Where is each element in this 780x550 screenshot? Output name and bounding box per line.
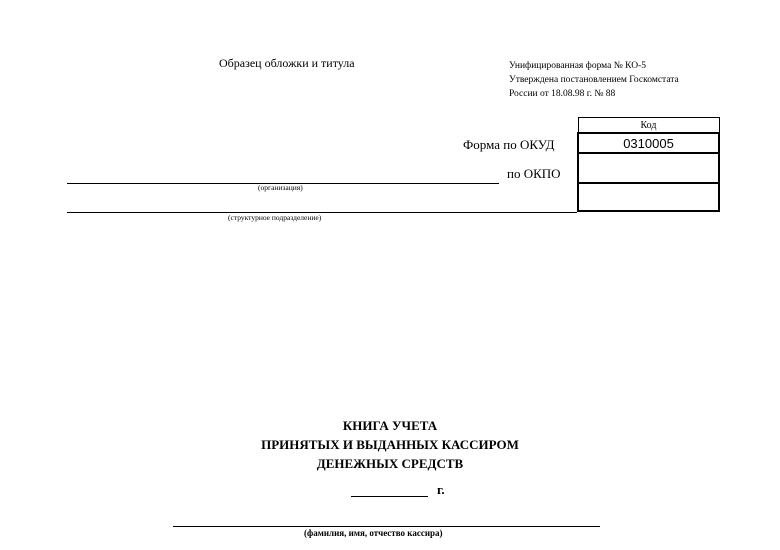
okpo-code-field[interactable] [578,153,719,183]
book-title-line: КНИГА УЧЕТА [342,418,438,433]
year-suffix: г. [437,482,445,497]
cashier-caption: (фамилия, имя, отчество кассира) [304,528,443,538]
okud-code-field[interactable]: 0310005 [578,133,719,153]
book-title-line: ДЕНЕЖНЫХ СРЕДСТВ [316,456,464,471]
unified-form-line: Унифицированная форма № КО-5 [509,61,647,71]
cover-sample-label: Образец обложки и титула [219,56,355,70]
organization-caption: (организация) [258,183,303,192]
okpo-label: по ОКПО [507,166,561,181]
book-title-line: ПРИНЯТЫХ И ВЫДАННЫХ КАССИРОМ [261,437,519,452]
unified-form-line: Утверждена постановлением Госкомстата [509,75,679,85]
okud-label: Форма по ОКУД [463,137,555,152]
unified-form-line: России от 18.08.98 г. № 88 [509,89,616,99]
subdivision-line[interactable] [67,212,577,213]
cashier-name-line[interactable] [173,526,600,527]
code-header: Код [578,118,719,134]
book-title [200,416,580,473]
year-field-line[interactable] [351,496,428,497]
code-table [577,117,720,212]
extra-code-field[interactable] [578,183,719,211]
unified-form-note [509,59,679,101]
subdivision-caption: (структурное подразделение) [228,213,322,222]
